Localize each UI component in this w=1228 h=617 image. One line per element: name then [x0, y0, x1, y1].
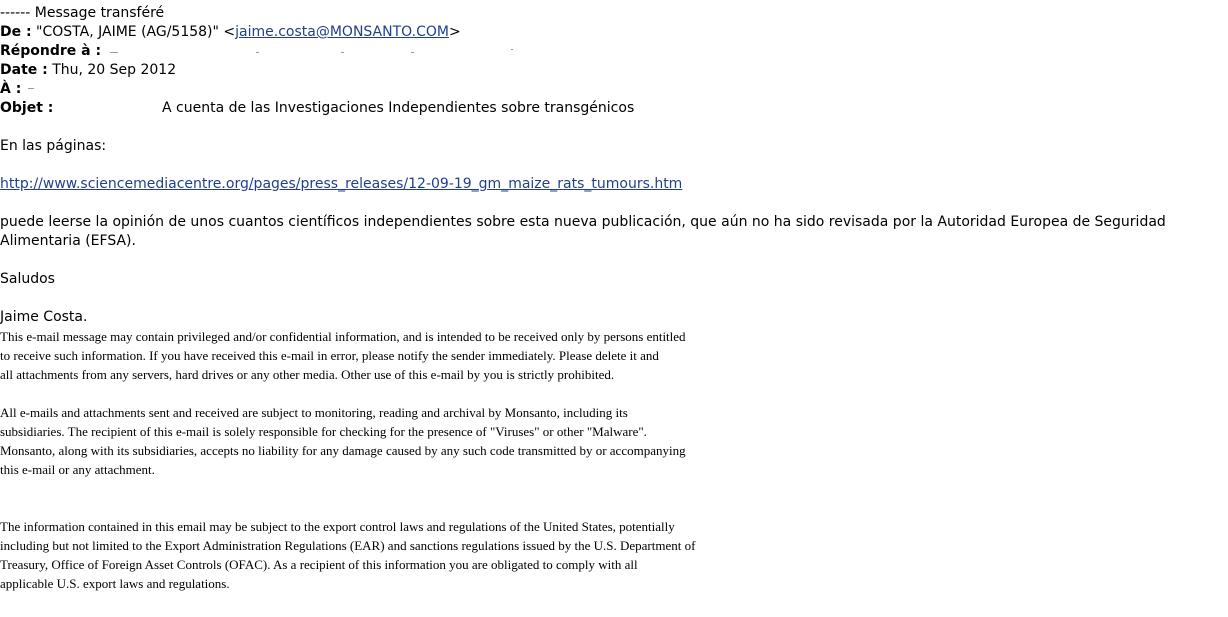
subject-label: Objet : — [0, 100, 54, 116]
reply-to-label: Répondre à : — [0, 43, 102, 59]
forward-line: ------ Message transféré — [0, 5, 165, 21]
email-message — [0, 4, 1225, 593]
from-name: "COSTA, JAIME (AG/5158)" < — [36, 24, 236, 40]
date-value: Thu, 20 Sep 2012 — [52, 62, 177, 78]
from-line — [0, 23, 1225, 42]
disclaimer-monitoring: All e-mails and attachments sent and received are subject to monitoring, reading and archival by Monsanto, including its subsidiaries. The recipient of this e-mail is solely responsible for checking for the presence of "Viruses" or other "Malware". Monsanto, along with its subsidiaries, accepts no liability for any damage caused by any such code transmitted by or accompanying this e-mail or any attachment. — [0, 405, 686, 477]
to-redacted — [26, 84, 40, 94]
body-paragraph: puede leerse la opinión de unos cuantos científicos independientes sobre esta nueva publicación, que aún no ha sido revisada por la Autoridad Europea de Seguridad Alimentaria (EFSA). — [0, 214, 1166, 249]
to-line — [0, 80, 1225, 99]
disclaimer-export-control: The information contained in this email may be subject to the export control laws and regulations of the United States, potentially including but not limited to the Export Administration Regulations (EAR) and sanctions regulations issued by the U.S. Department of Treasury, Office of Foreign Asset Controls (OFAC). As a recipient of this information you are obligated to comply with all applicable U.S. export laws and regulations. — [0, 519, 696, 591]
subject-line — [0, 99, 1225, 118]
reply-to-line — [0, 42, 1225, 61]
signature-text: Jaime Costa. — [0, 309, 88, 325]
greeting-text: Saludos — [0, 271, 55, 287]
from-email-link[interactable]: jaime.costa@MONSANTO.COM — [235, 24, 449, 40]
from-label: De : — [0, 24, 32, 40]
article-link[interactable]: http://www.sciencemediacentre.org/pages/press_releases/12-09-19_gm_maize_rats_tumours.htm — [0, 176, 683, 192]
intro-text: En las páginas: — [0, 138, 107, 154]
subject-value: A cuenta de las Investigaciones Independientes sobre transgénicos — [162, 100, 635, 116]
disclaimer-confidentiality: This e-mail message may contain privileged and/or confidential information, and is intended to be received only by persons entitled to receive such information. If you have received this e-mail in error, please notify the sender immediately. Please delete it and all attachments from any servers, hard drives or any other media. Other use of this e-mail by you is strictly prohibited. — [0, 329, 686, 382]
from-close: > — [448, 24, 461, 40]
to-label: À : — [0, 81, 22, 97]
date-line — [0, 61, 1225, 80]
date-label: Date : — [0, 62, 48, 78]
reply-to-redacted — [106, 46, 516, 56]
